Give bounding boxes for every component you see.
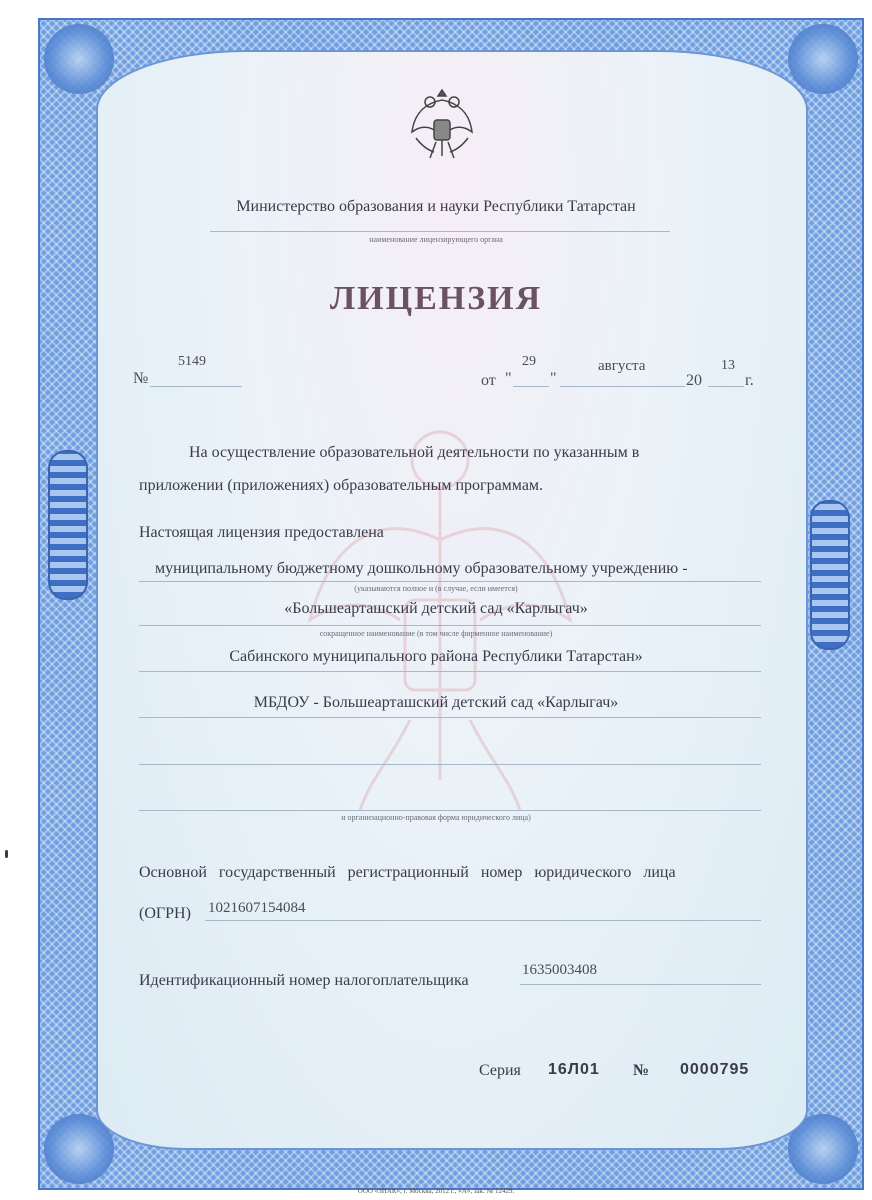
organization-caption-3: и организационно-правовая форма юридического лица) bbox=[341, 813, 531, 822]
underline bbox=[139, 717, 761, 718]
date-year-prefix: 20 bbox=[686, 372, 702, 389]
underline bbox=[139, 764, 761, 765]
underline bbox=[210, 231, 670, 232]
authority-caption: наименование лицензирующего органа bbox=[369, 235, 503, 244]
underline bbox=[520, 984, 761, 985]
organization-caption-2: сокращенное наименование (в том числе фирменное наименование) bbox=[319, 629, 553, 638]
organization-line-2: «Большеарташский детский сад «Карлыгач» bbox=[284, 600, 588, 617]
series-value: 16Л01 bbox=[548, 1061, 600, 1078]
purpose-line-2: приложении (приложениях) образовательным программам. bbox=[139, 477, 544, 494]
underline bbox=[560, 386, 685, 387]
inn-label: Идентификационный номер налогоплательщика bbox=[139, 972, 469, 989]
date-quote-close: " bbox=[550, 370, 557, 387]
underline bbox=[139, 810, 761, 811]
scan-mark bbox=[5, 850, 8, 858]
purpose-line-1: На осуществление образовательной деятельности по указанным в bbox=[189, 444, 640, 461]
organization-caption-1: (указываются полное и (в случае, если имеется) bbox=[354, 584, 518, 593]
underline bbox=[139, 581, 761, 582]
underline bbox=[139, 671, 761, 672]
series-number-label: № bbox=[633, 1062, 650, 1079]
date-year-suffix: 13 bbox=[721, 358, 735, 373]
underline bbox=[139, 625, 761, 626]
series-label: Серия bbox=[479, 1062, 521, 1079]
date-day: 29 bbox=[522, 354, 536, 369]
organization-line-1: муниципальному бюджетному дошкольному образовательному учреждению - bbox=[155, 560, 688, 577]
coat-of-arms-emblem bbox=[410, 86, 474, 166]
license-number: 5149 bbox=[178, 354, 206, 369]
date-from-label: от bbox=[481, 372, 496, 389]
ogrn-label-line-2: (ОГРН) bbox=[139, 905, 191, 922]
document-title: ЛИЦЕНЗИЯ bbox=[329, 280, 543, 317]
inn-value: 1635003408 bbox=[522, 962, 597, 978]
date-year-label: г. bbox=[745, 372, 754, 389]
side-ornament-right bbox=[810, 500, 850, 650]
corner-ornament-top-left bbox=[44, 24, 114, 94]
underline bbox=[150, 386, 242, 387]
corner-ornament-top-right bbox=[788, 24, 858, 94]
side-ornament-left bbox=[48, 450, 88, 600]
printer-imprint: ООО «ЗНАК», г. Москва, 2012 г., «А», зак. № 12429. bbox=[357, 1187, 515, 1195]
date-month: августа bbox=[598, 358, 646, 374]
underline bbox=[708, 386, 744, 387]
granted-label: Настоящая лицензия предоставлена bbox=[139, 524, 384, 541]
ogrn-value: 1021607154084 bbox=[208, 900, 306, 916]
underline bbox=[513, 386, 549, 387]
date-quote-open: " bbox=[505, 370, 512, 387]
number-label: № bbox=[133, 370, 149, 387]
licensing-authority: Министерство образования и науки Республики Татарстан bbox=[236, 198, 636, 215]
ogrn-label-line-1: Основной государственный регистрационный номер юридического лица bbox=[139, 864, 676, 881]
underline bbox=[205, 920, 761, 921]
series-number-value: 0000795 bbox=[680, 1061, 750, 1078]
organization-line-4: МБДОУ - Большеарташский детский сад «Карлыгач» bbox=[253, 694, 619, 711]
organization-line-3: Сабинского муниципального района Республики Татарстан» bbox=[229, 648, 643, 665]
